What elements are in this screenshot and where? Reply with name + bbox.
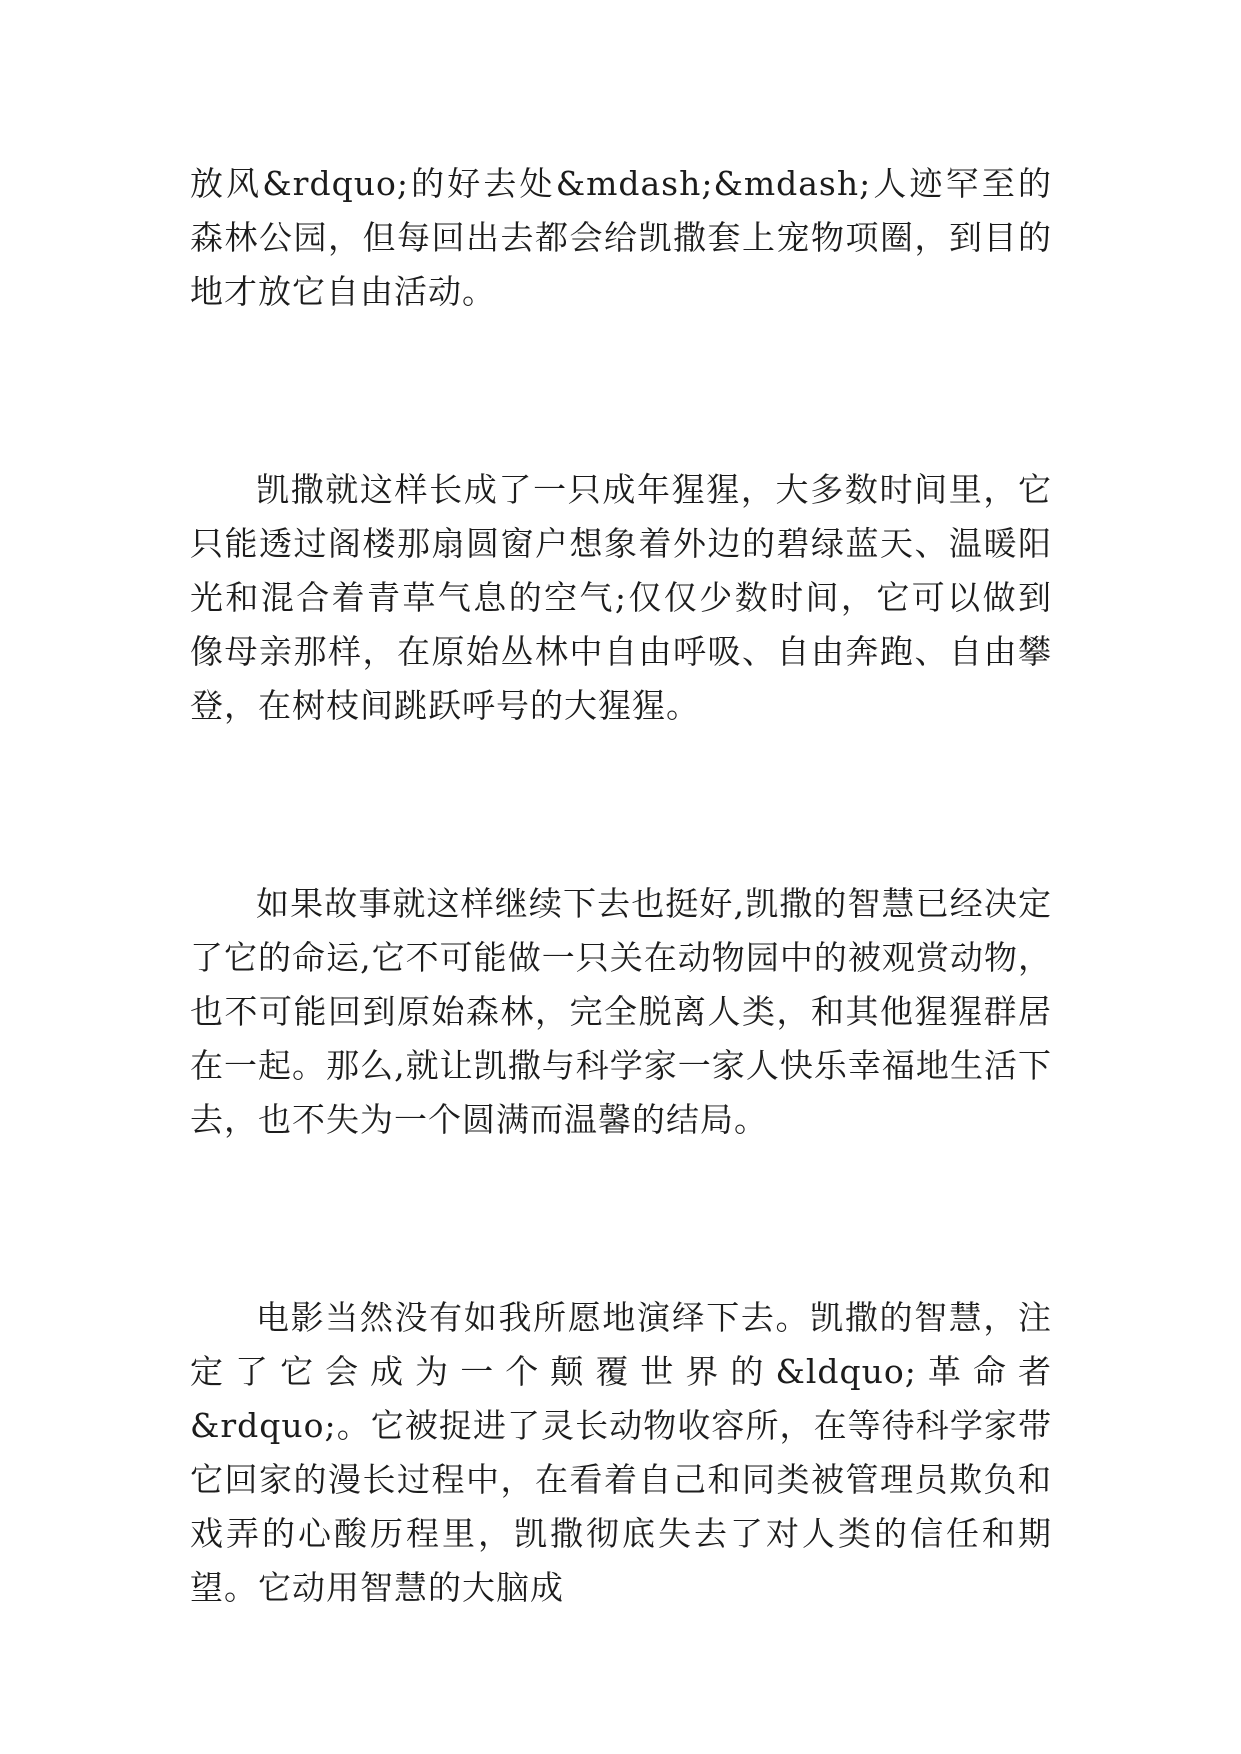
document-body [190, 157, 1052, 1615]
paragraph-gap [190, 733, 1052, 877]
paragraph-gap [190, 319, 1052, 463]
paragraph-1: 放风&rdquo;的好去处&mdash;&mdash;人迹罕至的森林公园，但每回出去都会给凯撒套上宠物项圈，到目的地才放它自由活动。 [190, 164, 1052, 311]
paragraph-3: 如果故事就这样继续下去也挺好,凯撒的智慧已经决定了它的命运,它不可能做一只关在动物园中的被观赏动物，也不可能回到原始森林，完全脱离人类，和其他猩猩群居在一起。那么,就让凯撒与科学家一家人快乐幸福地生活下去，也不失为一个圆满而温馨的结局。 [190, 884, 1052, 1139]
paragraph-4: 电影当然没有如我所愿地演绎下去。凯撒的智慧，注定了它会成为一个颠覆世界的&ldquo;革命者&rdquo;。它被捉进了灵长动物收容所，在等待科学家带它回家的漫长过程中，在看着自己和同类被管理员欺负和戏弄的心酸历程里，凯撒彻底失去了对人类的信任和期望。它动用智慧的大脑成 [190, 1298, 1052, 1607]
paragraph-2: 凯撒就这样长成了一只成年猩猩，大多数时间里，它只能透过阁楼那扇圆窗户想象着外边的碧绿蓝天、温暖阳光和混合着青草气息的空气;仅仅少数时间，它可以做到像母亲那样，在原始丛林中自由呼吸、自由奔跑、自由攀登，在树枝间跳跃呼号的大猩猩。 [190, 470, 1052, 725]
paragraph-gap [190, 1147, 1052, 1291]
